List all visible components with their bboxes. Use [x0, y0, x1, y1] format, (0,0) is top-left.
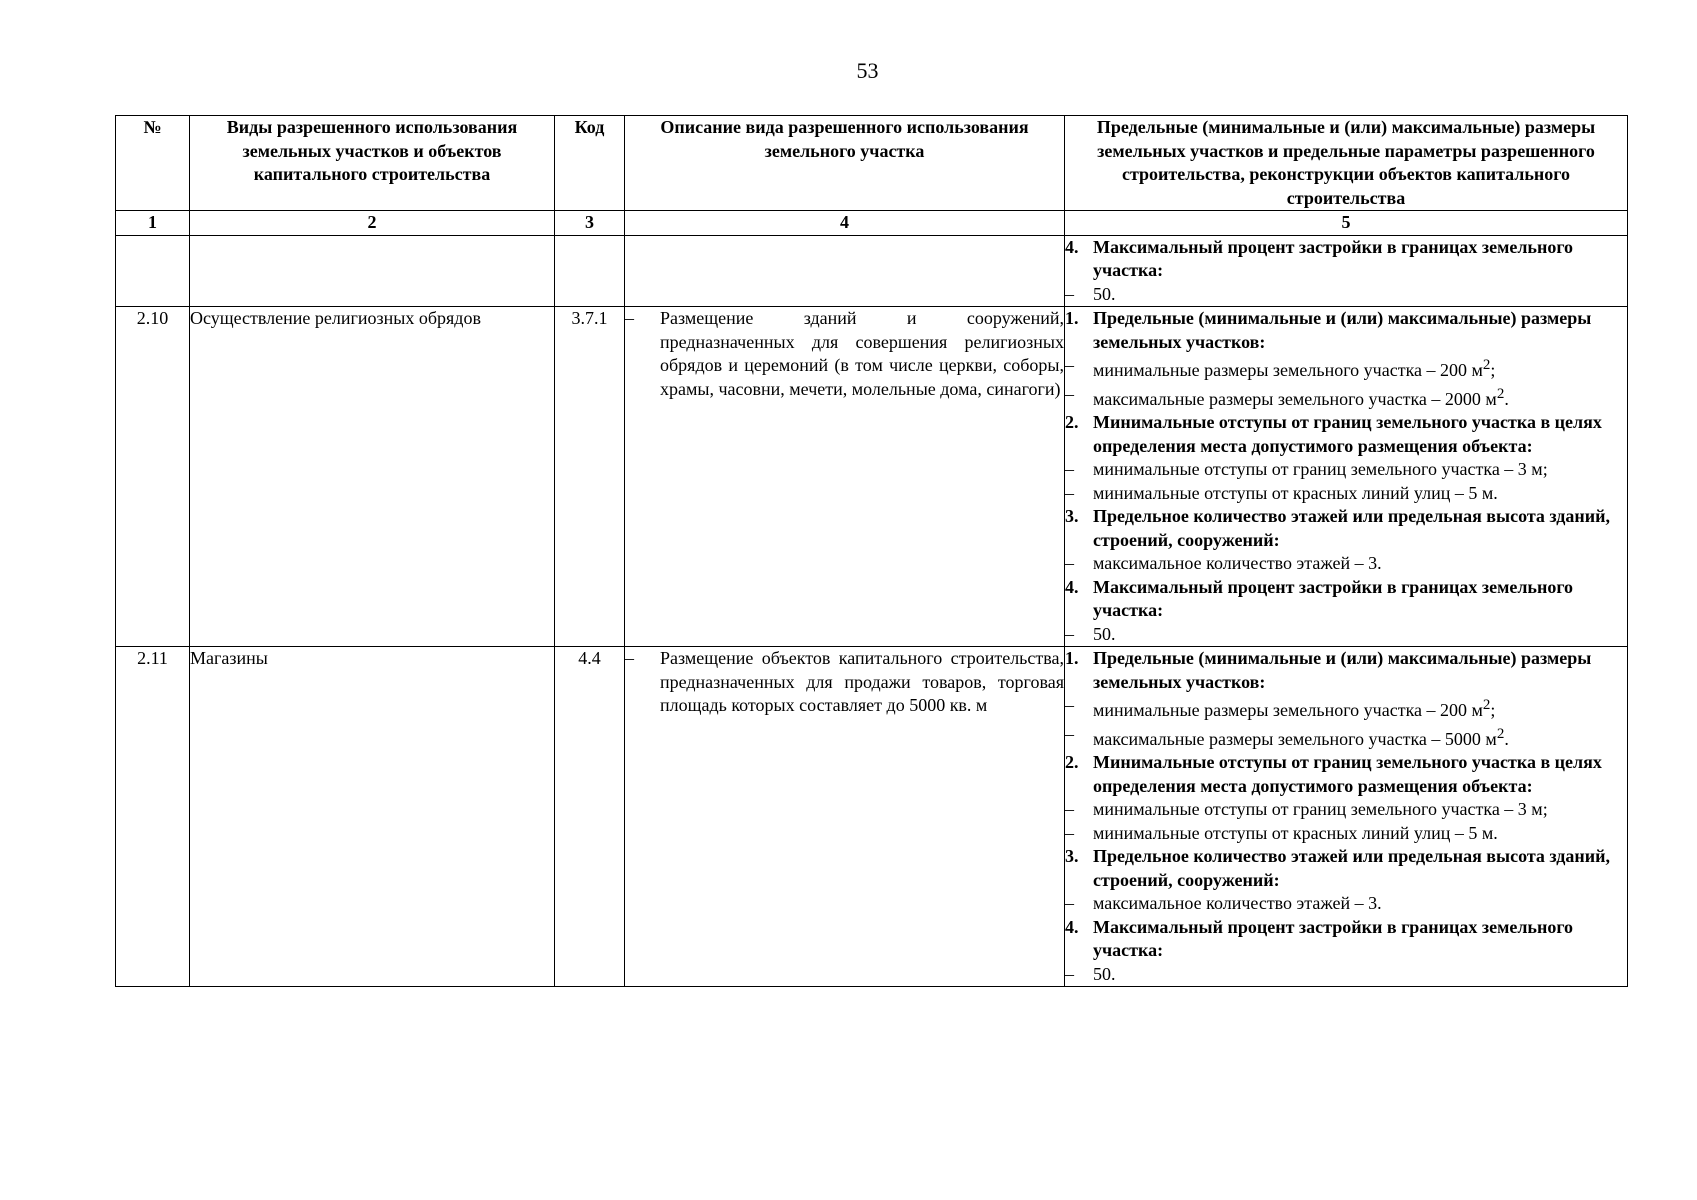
parameter-heading-text: Максимальный процент застройки в границах земельного участка: — [1093, 916, 1574, 960]
parameter-heading-text: Максимальный процент застройки в границах земельного участка: — [1093, 236, 1574, 280]
superscript: 2 — [1496, 385, 1505, 402]
parameter-text: минимальные отступы от границ земельного участка – 3 м; — [1093, 799, 1548, 819]
parameter-item-text — [1093, 798, 1627, 822]
parameter-text: минимальные отступы от красных линий улиц – 5 м. — [1093, 482, 1498, 503]
header-number: № — [116, 116, 190, 211]
header-use-type: Виды разрешенного использования земельных участков и объектов капитального строительства — [190, 116, 555, 211]
parameter-heading — [1065, 916, 1627, 963]
column-number: 3 — [555, 211, 625, 236]
parameter-item-text — [1093, 354, 1627, 383]
parameter-index: 2. — [1065, 412, 1079, 432]
row-parameters — [1065, 235, 1628, 307]
parameter-item — [1065, 822, 1627, 846]
parameter-item — [1065, 963, 1627, 987]
header-code: Код — [555, 116, 625, 211]
description-dash: – — [625, 648, 634, 668]
parameter-index: 1. — [1065, 648, 1079, 668]
parameter-index: 3. — [1065, 846, 1079, 866]
parameter-heading — [1065, 647, 1627, 694]
parameter-heading-text: Предельные (минимальные и (или) максимальные) размеры земельных участков: — [1093, 648, 1592, 692]
parameter-tail: ; — [1490, 360, 1496, 380]
row-parameters — [1065, 647, 1628, 987]
description-item — [625, 647, 1064, 718]
parameter-heading-text: Предельное количество этажей или предельная высота зданий, строений, сооружений: — [1093, 506, 1611, 550]
column-number: 2 — [190, 211, 555, 236]
parameter-text: минимальные отступы от границ земельного участка – 3 м; — [1093, 459, 1548, 479]
row-description — [625, 307, 1065, 647]
parameter-index: 4. — [1065, 916, 1079, 937]
column-number: 4 — [625, 211, 1065, 236]
parameter-index: 3. — [1065, 506, 1079, 526]
column-number: 1 — [116, 211, 190, 236]
parameter-dash: – — [1065, 355, 1074, 375]
row-description — [625, 647, 1065, 987]
parameter-heading-text: Предельные (минимальные и (или) максимальные) размеры земельных участков: — [1093, 308, 1592, 352]
superscript: 2 — [1482, 697, 1491, 713]
parameter-dash: – — [1065, 482, 1074, 503]
column-number-row — [116, 211, 1628, 236]
parameter-item-text — [1093, 482, 1627, 506]
parameter-index: 1. — [1065, 308, 1079, 328]
parameter-heading-text: Предельное количество этажей или предельная высота зданий, строений, сооружений: — [1093, 846, 1611, 890]
parameter-dash: – — [1065, 893, 1074, 913]
land-use-table — [115, 115, 1628, 987]
row-number: 2.10 — [116, 307, 190, 647]
parameter-dash: – — [1065, 963, 1074, 984]
row-code: 4.4 — [555, 647, 625, 987]
parameter-heading-text: Максимальный процент застройки в границах земельного участка: — [1093, 576, 1574, 620]
parameter-text: 50. — [1093, 283, 1116, 304]
parameter-dash: – — [1065, 553, 1074, 573]
parameter-heading-text: Минимальные отступы от границ земельного участка в целях определения места допустимого размещения объекта: — [1093, 412, 1602, 456]
parameter-dash: – — [1065, 383, 1074, 404]
parameter-item-text — [1093, 822, 1627, 846]
parameter-item — [1065, 798, 1627, 822]
parameter-dash: – — [1065, 695, 1074, 715]
parameter-item — [1065, 283, 1627, 307]
parameter-tail: . — [1504, 728, 1509, 749]
row-use-type: Осуществление религиозных обрядов — [190, 307, 555, 647]
parameter-index: 2. — [1065, 752, 1079, 772]
parameter-text: максимальные размеры земельного участка – 2000 м — [1093, 388, 1497, 409]
parameter-item-text — [1093, 694, 1627, 723]
parameter-item — [1065, 694, 1627, 723]
parameter-tail: . — [1504, 388, 1509, 409]
parameter-dash: – — [1065, 799, 1074, 819]
parameter-index: 4. — [1065, 576, 1079, 597]
description-text: Размещение зданий и сооружений, предназначенных для совершения религиозных обрядов и церемоний (в том числе церкви, соборы, храмы, часовни, мечети, молельные дома, синагоги) — [660, 308, 1064, 399]
parameter-item — [1065, 623, 1627, 647]
row-code: 3.7.1 — [555, 307, 625, 647]
parameter-heading — [1065, 845, 1627, 892]
parameter-dash: – — [1065, 623, 1074, 644]
parameter-item-text — [1093, 283, 1627, 307]
table-row — [116, 235, 1628, 307]
table-header-row — [116, 116, 1628, 211]
header-parameters: Предельные (минимальные и (или) максимальные) размеры земельных участков и предельные параметры разрешенного строительства, реконструкции объектов капитального строительства — [1065, 116, 1628, 211]
page-number: 53 — [856, 58, 879, 83]
description-dash: – — [625, 308, 634, 328]
parameter-text: минимальные размеры земельного участка – 200 м — [1093, 360, 1483, 380]
row-use-type: Магазины — [190, 647, 555, 987]
table-row — [116, 647, 1628, 987]
superscript: 2 — [1496, 725, 1505, 742]
table-row — [116, 307, 1628, 647]
parameter-item-text — [1093, 892, 1627, 916]
parameter-heading — [1065, 307, 1627, 354]
row-description — [625, 235, 1065, 307]
parameter-item — [1065, 354, 1627, 383]
superscript: 2 — [1482, 357, 1491, 373]
parameter-heading — [1065, 505, 1627, 552]
parameter-item-text — [1093, 963, 1627, 987]
parameter-text: максимальное количество этажей – 3. — [1093, 893, 1382, 913]
parameter-heading — [1065, 411, 1627, 458]
parameter-heading — [1065, 236, 1627, 283]
table-body — [116, 235, 1628, 987]
parameter-item — [1065, 892, 1627, 916]
row-number — [116, 235, 190, 307]
description-item — [625, 307, 1064, 401]
row-code — [555, 235, 625, 307]
parameter-tail: ; — [1490, 700, 1496, 720]
parameter-item — [1065, 552, 1627, 576]
parameter-dash: – — [1065, 723, 1074, 744]
parameter-heading-text: Минимальные отступы от границ земельного участка в целях определения места допустимого размещения объекта: — [1093, 752, 1602, 796]
parameter-text: 50. — [1093, 623, 1116, 644]
parameter-text: минимальные размеры земельного участка – 200 м — [1093, 700, 1483, 720]
parameter-heading — [1065, 576, 1627, 623]
header-description: Описание вида разрешенного использования земельного участка — [625, 116, 1065, 211]
row-parameters — [1065, 307, 1628, 647]
parameter-dash: – — [1065, 822, 1074, 843]
parameter-heading — [1065, 751, 1627, 798]
parameter-item — [1065, 458, 1627, 482]
parameter-dash: – — [1065, 459, 1074, 479]
parameter-item — [1065, 723, 1627, 752]
row-number: 2.11 — [116, 647, 190, 987]
parameter-item — [1065, 383, 1627, 412]
parameter-text: максимальные размеры земельного участка – 5000 м — [1093, 728, 1497, 749]
parameter-item-text — [1093, 458, 1627, 482]
parameter-text: 50. — [1093, 963, 1116, 984]
parameter-dash: – — [1065, 283, 1074, 304]
parameter-text: максимальное количество этажей – 3. — [1093, 553, 1382, 573]
parameter-item-text — [1093, 383, 1627, 412]
parameter-text: минимальные отступы от красных линий улиц – 5 м. — [1093, 822, 1498, 843]
row-use-type — [190, 235, 555, 307]
parameter-index: 4. — [1065, 236, 1079, 257]
parameter-item — [1065, 482, 1627, 506]
column-number: 5 — [1065, 211, 1628, 236]
parameter-item-text — [1093, 552, 1627, 576]
description-text: Размещение объектов капитального строительства, предназначенных для продажи товаров, торговая площадь которых составляет до 5000 кв. м — [660, 648, 1064, 715]
parameter-item-text — [1093, 623, 1627, 647]
parameter-item-text — [1093, 723, 1627, 752]
